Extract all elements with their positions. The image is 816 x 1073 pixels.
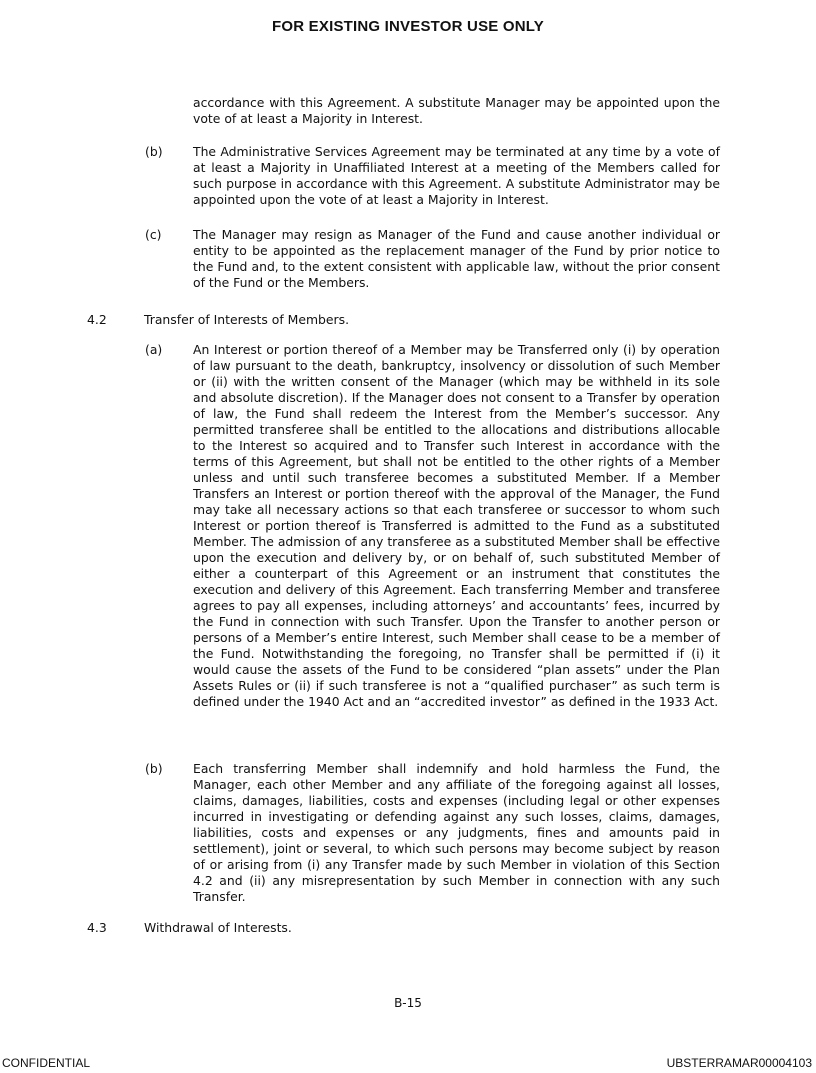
section-title: Transfer of Interests of Members.: [144, 312, 350, 327]
section-number: 4.3: [87, 920, 107, 935]
page-number: B-15: [394, 996, 422, 1010]
section-title: Withdrawal of Interests.: [144, 920, 292, 935]
section-4-2-item-a: [145, 342, 720, 710]
section-4-1-item-c: [145, 227, 720, 291]
bates-number: UBSTERRAMAR00004103: [666, 1056, 812, 1070]
item-text: An Interest or portion thereof of a Member may be Transferred only (i) by operation of law pursuant to the death, bankruptcy, insolvency or dissolution of such Member or (ii) with the written consent of the Manager (which may be withheld in its sole and absolute discretion). If the Manager does not consent to a Transfer by operation of law, the Fund shall redeem the Interest from the Member’s successor. Any permitted transferee shall be entitled to the allocations and distributions allocable to the Interest so acquired and to Transfer such Interest in accordance with the terms of this Agreement, but shall not be entitled to the other rights of a Member unless and until such transferee becomes a substituted Member. If a Member Transfers an Interest or portion thereof with the approval of the Manager, the Fund may take all necessary actions so that each transferee or successor to whom such Interest or portion thereof is Transferred is admitted to the Fund as a substituted Member. The admission of any transferee as a substituted Member shall be effective upon the execution and delivery by, or on behalf of, such substituted Member of either a counterpart of this Agreement or an instrument that constitutes the execution and delivery of this Agreement. Each transferring Member and transferee agrees to pay all expenses, including attorneys’ and accountants’ fees, incurred by the Fund in connection with such Transfer. Upon the Transfer to another person or persons of a Member’s entire Interest, such Member shall cease to be a member of the Fund. Notwithstanding the foregoing, no Transfer shall be permitted if (i) it would cause the assets of the Fund to be considered “plan assets” under the Plan Assets Rules or (ii) if such transferee is not a “qualified purchaser” as such term is defined under the 1940 Act and an “accredited investor” as defined in the 1933 Act.: [193, 342, 720, 709]
item-marker: (b): [145, 144, 163, 159]
item-marker: (a): [145, 342, 163, 357]
page-header-banner: FOR EXISTING INVESTOR USE ONLY: [272, 18, 544, 35]
item-marker: (b): [145, 761, 163, 776]
section-number: 4.2: [87, 312, 107, 327]
item-text: The Manager may resign as Manager of the Fund and cause another individual or entity to be appointed as the replacement manager of the Fund by prior notice to the Fund and, to the extent consistent with applicable law, without the prior consent of the Fund or the Members.: [193, 227, 720, 290]
section-4-2-item-b: [145, 761, 720, 905]
item-marker: (c): [145, 227, 162, 242]
continuation-paragraph: accordance with this Agreement. A substitute Manager may be appointed upon the vote of at least a Majority in Interest.: [193, 95, 720, 126]
section-4-1-item-b: [145, 144, 720, 208]
item-text: The Administrative Services Agreement may be terminated at any time by a vote of at least a Majority in Unaffiliated Interest at a meeting of the Members called for such purpose in accordance with this Agreement. A substitute Administrator may be appointed upon the vote of at least a Majority in Interest.: [193, 144, 720, 207]
confidential-label: CONFIDENTIAL: [2, 1056, 91, 1070]
item-text: Each transferring Member shall indemnify and hold harmless the Fund, the Manager, each other Member and any affiliate of the foregoing against all losses, claims, damages, liabilities, costs and expenses (including legal or other expenses incurred in investigating or defending against any such losses, claims, damages, liabilities, costs and expenses or any judgments, fines and amounts paid in settlement), joint or several, to which such persons may become subject by reason of or arising from (i) any Transfer made by such Member in violation of this Section 4.2 and (ii) any misrepresentation by such Member in connection with any such Transfer.: [193, 761, 720, 904]
